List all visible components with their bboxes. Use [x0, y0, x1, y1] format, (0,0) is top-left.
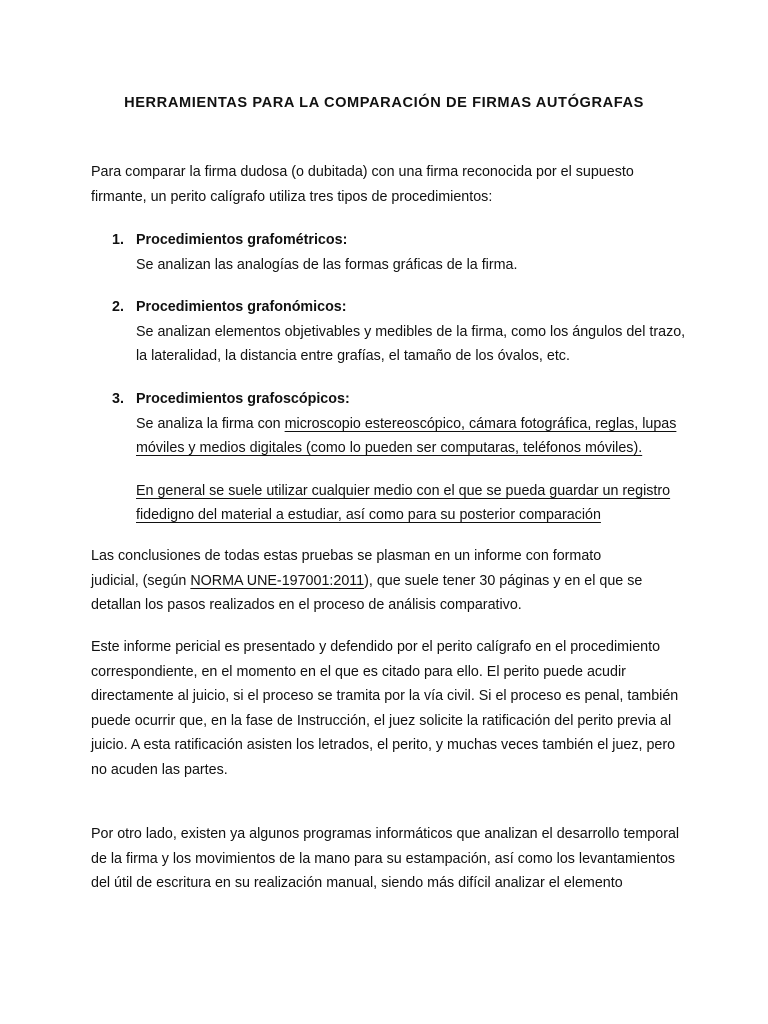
list-item-grafometricos — [91, 228, 691, 277]
intro-line-2: firmante, un perito calígrafo utiliza tres tipos de procedimientos: — [91, 188, 493, 205]
list-number: 3. — [112, 391, 124, 407]
paragraph-line: Este informe pericial es presentado y defendido por el perito calígrafo en el procedimiento — [91, 639, 661, 655]
list-item-grafoscopicos — [91, 387, 691, 528]
list-number: 2. — [112, 299, 124, 315]
paragraph-line: de la firma y los movimientos de la mano para su estampación, así como los levantamientos — [91, 850, 676, 867]
paragraph-line: correspondiente, en el momento en el que es citado para ello. El perito puede acudir — [91, 663, 626, 680]
list-item-heading: Procedimientos grafométricos: — [136, 232, 348, 248]
list-item-text: Se analizan elementos objetivables y medibles de la firma, como los ángulos del trazo, — [136, 323, 686, 340]
report-paragraph — [91, 635, 691, 783]
registro-note-link[interactable]: En general se suele utilizar cualquier medio con el que se pueda guardar un registro — [136, 482, 671, 499]
tools-link-continued[interactable]: móviles y medios digitales (como lo pueden ser computaras, teléfonos móviles). — [136, 440, 643, 457]
list-item-text: Se analizan las analogías de las formas gráficas de la firma. — [136, 256, 518, 273]
norma-une-link[interactable]: NORMA UNE-197001:2011 — [190, 572, 365, 589]
list-item-heading: Procedimientos grafonómicos: — [136, 299, 347, 315]
intro-paragraph — [91, 160, 691, 209]
list-item-text-plain: Se analiza la firma con — [136, 415, 285, 432]
list-item-heading: Procedimientos grafoscópicos: — [136, 391, 350, 407]
paragraph-line: detallan los pasos realizados en el proceso de análisis comparativo. — [91, 597, 522, 614]
conclusions-paragraph — [91, 544, 691, 618]
paragraph-text: judicial, (según — [91, 572, 191, 589]
paragraph-line: puede ocurrir que, en la fase de Instrucción, el juez solicite la ratificación del perito previa al — [91, 712, 672, 729]
document-title: HERRAMIENTAS PARA LA COMPARACIÓN DE FIRMAS AUTÓGRAFAS — [124, 95, 644, 111]
list-item-text — [136, 412, 691, 437]
software-paragraph — [91, 822, 691, 896]
paragraph-line: Por otro lado, existen ya algunos programas informáticos que analizan el desarrollo temporal — [91, 826, 680, 842]
registro-note-link-continued[interactable]: fidedigno del material a estudiar, así como para su posterior comparación — [136, 507, 601, 524]
paragraph-line: Las conclusiones de todas estas pruebas se plasman en un informe con formato — [91, 548, 602, 564]
tools-link[interactable]: microscopio estereoscópico, cámara fotográfica, reglas, lupas — [284, 415, 677, 432]
paragraph-line: no acuden las partes. — [91, 761, 228, 778]
list-item-text: la lateralidad, la distancia entre grafías, el tamaño de los óvalos, etc. — [136, 348, 570, 365]
paragraph-text: ), que suele tener 30 páginas y en el que se — [364, 572, 643, 589]
paragraph-line: del útil de escritura en su realización manual, siendo más difícil analizar el elemento — [91, 875, 623, 892]
list-item-grafonomicos — [91, 295, 691, 369]
paragraph-line: directamente al juicio, si el proceso se tramita por la vía civil. Si el proceso es penal, también — [91, 688, 679, 705]
intro-line-1: Para comparar la firma dudosa (o dubitada) con una firma reconocida por el supuesto — [91, 164, 634, 180]
paragraph-line: juicio. A esta ratificación asisten los letrados, el perito, y muchas veces también el juez, pero — [91, 737, 676, 754]
paragraph-line — [91, 569, 691, 594]
list-number: 1. — [112, 232, 124, 248]
